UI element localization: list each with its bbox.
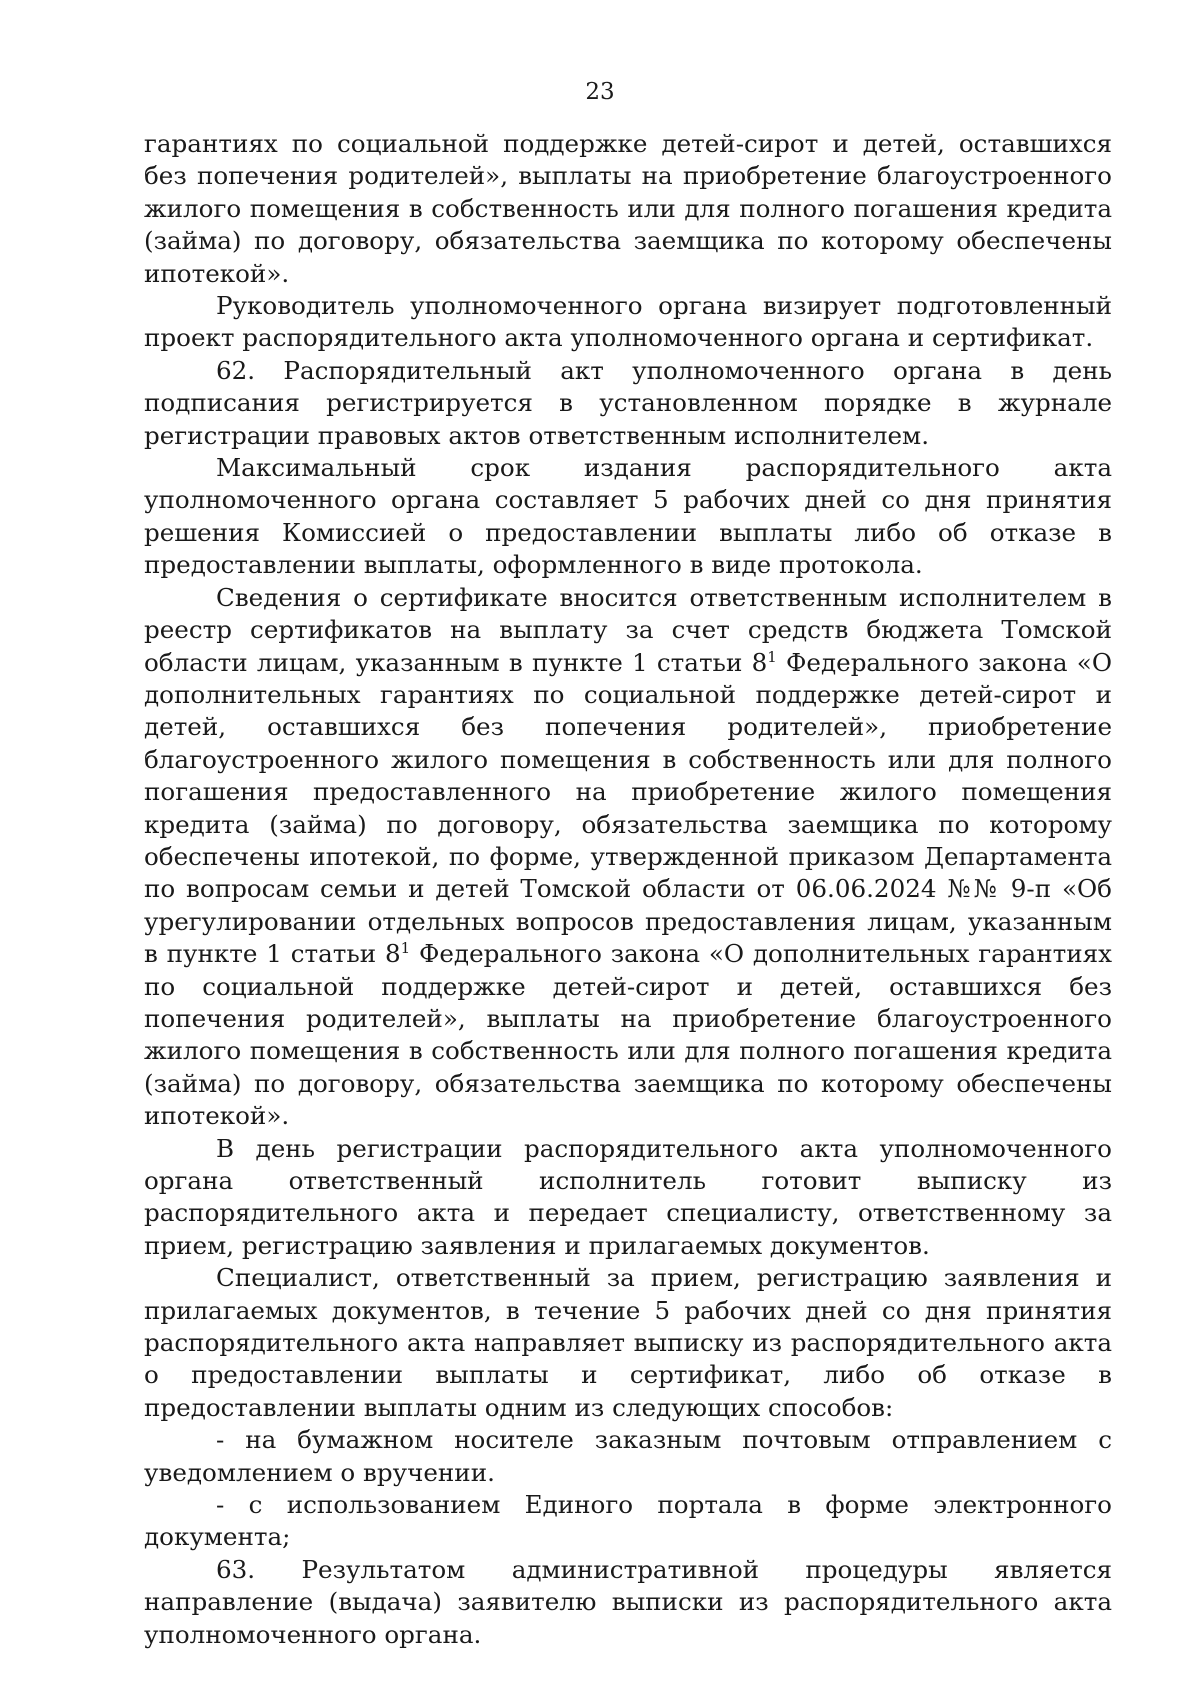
certificate-registry-text-1: Сведения о сертификате вносится ответственным исполнителем в реестр сертификатов на выплату за счет средств бюджета Томской области лицам, указанным в пункте 1 статьи 8 bbox=[144, 582, 1112, 677]
paragraph-63-result: 63. Результатом административной процедуры является направление (выдача) заявителю выписки из распорядительного акта уполномоченного органа. bbox=[144, 1554, 1112, 1649]
paragraph-certificate-registry bbox=[144, 582, 1112, 1133]
list-item-paper-mail: - на бумажном носителе заказным почтовым отправлением с уведомлением о вручении. bbox=[144, 1425, 1112, 1487]
list-item-unified-portal: - с использованием Единого портала в форме электронного документа; bbox=[144, 1490, 1112, 1552]
page-number: 23 bbox=[585, 79, 615, 105]
paragraph-registration-day: В день регистрации распорядительного акта уполномоченного органа ответственный исполнитель готовит выписку из распорядительного акта и передает специалисту, ответственному за прием, регистрацию заявления и прилагаемых документов. bbox=[144, 1133, 1112, 1260]
article-superscript-1: 1 bbox=[767, 647, 777, 666]
paragraph-head-endorses: Руководитель уполномоченного органа визирует подготовленный проект распорядительного акта уполномоченного органа и сертификат. bbox=[144, 291, 1112, 353]
document-body bbox=[144, 128, 1112, 1651]
paragraph-max-term: Максимальный срок издания распорядительного акта уполномоченного органа составляет 5 рабочих дней со дня принятия решения Комиссией о предоставлении выплаты либо об отказе в предоставлении выплаты, оформленного в виде протокола. bbox=[144, 453, 1112, 580]
paragraph-62-registration: 62. Распорядительный акт уполномоченного органа в день подписания регистрируется в установленном порядке в журнале регистрации правовых актов ответственным исполнителем. bbox=[144, 355, 1112, 450]
certificate-registry-text-2: Федерального закона «О дополнительных гарантиях по социальной поддержке детей-сирот и детей, оставшихся без попечения родителей», приобретение благоустроенного жилого помещения в собственность или для полного погашения предоставленного на приобретение жилого помещения кредита (займа) по договору, обязательства заемщика по которому обеспечены ипотекой, по форме, утвержденной приказом Департамента по вопросам семьи и детей Томской области от 06.06.2024 №№ 9-п «Об урегулировании отдельных вопросов предоставления лицам, указанным в пункте 1 статьи 8 bbox=[144, 647, 1112, 969]
paragraph-specialist-sends: Специалист, ответственный за прием, регистрацию заявления и прилагаемых документов, в течение 5 рабочих дней со дня принятия распорядительного акта направляет выписку из распорядительного акта о предоставлении выплаты и сертификат, либо об отказе в предоставлении выплаты одним из следующих способов: bbox=[144, 1263, 1112, 1422]
paragraph-guarantees-continuation: гарантиях по социальной поддержке детей-сирот и детей, оставшихся без попечения родителей», выплаты на приобретение благоустроенного жилого помещения в собственность или для полного погашения кредита (займа) по договору, обязательства заемщика по которому обеспечены ипотекой». bbox=[144, 129, 1112, 288]
article-superscript-2: 1 bbox=[400, 939, 411, 958]
certificate-registry-text-3: Федерального закона «О дополнительных гарантиях по социальной поддержке детей-сирот и детей, оставшихся без попечения родителей», выплаты на приобретение благоустроенного жилого помещения в собственность или для полного погашения кредита (займа) по договору, обязательства заемщика по которому обеспечены ипотекой». bbox=[144, 939, 1112, 1131]
